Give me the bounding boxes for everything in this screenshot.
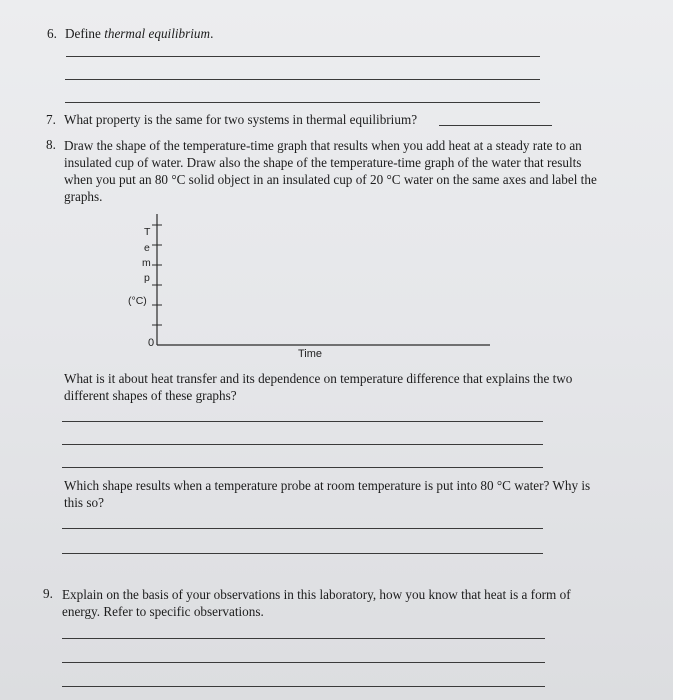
answer-line[interactable] xyxy=(62,444,543,445)
question-9-number: 9. xyxy=(43,586,53,601)
answer-line[interactable] xyxy=(62,528,543,529)
question-7-text: What property is the same for two systems in thermal equilibrium? xyxy=(64,112,418,127)
question-6-term: thermal equilibrium xyxy=(104,26,211,41)
question-9-line: energy. Refer to specific observations. xyxy=(62,604,264,619)
question-8-line: Draw the shape of the temperature-time graph that results when you add heat at a steady rate to an xyxy=(64,138,582,153)
x-axis-label: Time xyxy=(298,348,323,360)
y-label-letter: m xyxy=(142,257,151,269)
y-axis-unit: (°C) xyxy=(128,295,147,307)
y-label-letter: T xyxy=(144,226,151,238)
answer-line[interactable] xyxy=(62,662,545,663)
subquestion-line: Which shape results when a temperature probe at room temperature is put into 80 °C water? Why is xyxy=(64,478,591,493)
subquestion-line: What is it about heat transfer and its dependence on temperature difference that explains the two xyxy=(64,371,573,386)
question-8-subquestion-a xyxy=(64,370,572,404)
question-8-subquestion-b xyxy=(64,477,590,511)
y-label-letter: e xyxy=(144,242,150,254)
subquestion-line: different shapes of these graphs? xyxy=(64,388,237,403)
question-8-line: graphs. xyxy=(64,189,103,204)
answer-line[interactable] xyxy=(62,467,543,468)
answer-line[interactable] xyxy=(62,686,545,687)
subquestion-line: this so? xyxy=(64,495,104,510)
question-8-line: insulated cup of water. Draw also the shape of the temperature-time graph of the water that results xyxy=(64,155,582,170)
question-9-line: Explain on the basis of your observations in this laboratory, how you know that heat is a form of xyxy=(62,587,571,602)
answer-line[interactable] xyxy=(62,553,543,554)
question-8-line: when you put an 80 °C solid object in an insulated cup of 20 °C water on the same axes and label the xyxy=(64,172,597,187)
y-label-letter: p xyxy=(144,272,150,284)
origin-label: 0 xyxy=(148,337,155,349)
answer-line[interactable] xyxy=(62,421,543,422)
question-6-prefix: Define xyxy=(65,26,105,41)
question-8-number: 8. xyxy=(46,137,56,152)
question-9-text xyxy=(62,586,571,620)
question-6-number: 6. xyxy=(47,26,57,41)
question-7-number: 7. xyxy=(46,112,56,127)
question-6-suffix: . xyxy=(210,26,214,41)
answer-line[interactable] xyxy=(62,638,545,639)
